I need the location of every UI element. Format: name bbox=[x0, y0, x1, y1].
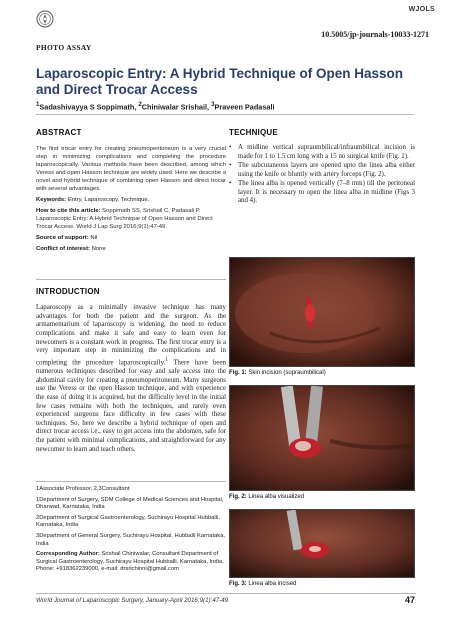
technique-section bbox=[229, 128, 415, 206]
affiliation-line: 2Department of Surgical Gastroenterology, Suchirayu Hospital Hubballi, Karnataka, India bbox=[36, 514, 220, 529]
affiliation-line: 1Department of Surgery, SDM College of Medical Sciences and Hospital, Dharwad, Karnataka, India bbox=[36, 496, 224, 511]
coi-text: None bbox=[91, 246, 106, 252]
abstract-body: The first trocar entry for creating pneumoperitoneum is a very crucial step in minimizing complications and completing the procedure laparoscopically. Various methods have been described, among which Veress and open Hasson technique are widely used. Here we describe a novel and hybrid technique of combining open Hasson and direct trocar with several advantages. bbox=[36, 146, 226, 192]
introduction-body bbox=[36, 304, 226, 454]
author-sup: 1 bbox=[36, 101, 40, 108]
figure-label: Fig. 2: bbox=[229, 494, 247, 500]
support-text: Nil bbox=[90, 235, 98, 241]
abstract-section bbox=[36, 128, 226, 253]
figure-3-caption bbox=[229, 581, 296, 587]
technique-heading: TECHNIQUE bbox=[229, 128, 278, 137]
divider bbox=[36, 114, 414, 115]
author-sup: 3 bbox=[211, 101, 215, 108]
citation bbox=[36, 207, 226, 231]
publisher-logo bbox=[36, 10, 54, 28]
footer-divider bbox=[36, 593, 416, 594]
bullet: • bbox=[229, 161, 232, 169]
source-of-support bbox=[36, 234, 226, 242]
figure-caption-text: Skin incision (supraumbilical) bbox=[248, 370, 326, 376]
author-name: Sadashivayya S Soppimath bbox=[39, 102, 135, 112]
keywords bbox=[36, 196, 226, 204]
figure-caption-text: Linea alba incised bbox=[248, 581, 297, 587]
affiliation-line: 3Department of General Surgery, Suchirayu Hospital, Hubballi Karnataka, India bbox=[36, 532, 226, 547]
technique-step bbox=[229, 180, 415, 206]
journal-code: WJOLS bbox=[408, 6, 435, 13]
article-type: PHOTO ASSAY bbox=[36, 43, 92, 52]
technique-step-text: The subcutaneous layers are opened upto the linea alba either using the knife or bluntly with artery forceps (Fig. 2). bbox=[238, 161, 415, 178]
reference-marker: 1 bbox=[165, 356, 169, 363]
figure-caption-text: Linea alba visualized bbox=[248, 494, 305, 500]
footer-journal: World Journal of Laparoscopic Surgery, January-April 2016;9(1):47-49 bbox=[36, 597, 229, 604]
abstract-heading: ABSTRACT bbox=[36, 128, 82, 137]
doi: 10.5005/jp-journals-10033-1271 bbox=[321, 30, 429, 39]
figure-1-caption bbox=[229, 370, 326, 376]
figure-1-image bbox=[229, 257, 415, 367]
conflict-of-interest bbox=[36, 245, 226, 253]
bullet: • bbox=[229, 144, 232, 151]
introduction-heading: INTRODUCTION bbox=[36, 287, 100, 296]
author-name: Praveen Padasali bbox=[214, 102, 275, 112]
author-name: Chiniwalar Srishail bbox=[141, 102, 208, 112]
affiliations bbox=[36, 481, 226, 574]
figure-2-caption bbox=[229, 494, 304, 500]
keywords-label: Keywords: bbox=[36, 197, 67, 203]
figure-label: Fig. 3: bbox=[229, 581, 247, 587]
technique-step bbox=[229, 144, 415, 161]
citation-label: How to cite this article: bbox=[36, 208, 101, 214]
page-number: 47 bbox=[404, 595, 415, 605]
technique-step-text: The linea alba is opened vertically (7–8 mm) till the peritoneal layer. It is necessary to open the linea alba in midline (Figs 3 and 4). bbox=[238, 179, 415, 205]
affiliation-line: 1Associate Professor, 2,3Consultant bbox=[36, 486, 130, 492]
figure-label: Fig. 1: bbox=[229, 370, 247, 376]
author-list: $^1$Sadashivayya S Soppimath, $^2$Chiniwalar Srishail, $^3$Praveen Padasali bbox=[36, 101, 275, 112]
divider bbox=[36, 279, 226, 280]
introduction-text: There have been numerous techniques described for easy and safe access into the abdominal cavity for creating a pneumoperitoneum. Many surgeons use the Veress or the open Hasson technique, and with experience the ease of doing it is acquired, but the difficulty level in the initial few cases remains with both the techniques, and rarely even experienced surgeons face difficulty in few cases with these techniques. So, here we describe a hybrid technique of open and direct trocar access i.e., easy to get access into the abdomen, safe for the patient with minimal complications, and straightforward for any newcomer to learn and teach others. bbox=[36, 359, 226, 453]
introduction-section bbox=[36, 287, 226, 454]
technique-step-text: A midline vertical supraumbilical/infraumbilical incision is made for 1 to 1.5 cm long with a 15 no surgical knife (Fig. 1). bbox=[238, 144, 415, 160]
technique-steps bbox=[229, 144, 415, 206]
coi-label: Conflict of interest: bbox=[36, 246, 90, 252]
corresponding-author bbox=[36, 551, 226, 574]
figure-3-image bbox=[229, 509, 415, 578]
keywords-text: Entry, Laparoscopy, Technique. bbox=[67, 197, 150, 203]
introduction-text: Laparoscopy as a minimally invasive technique has many advantages for both the patient and the surgeon. As the armamentarium of laparoscopy is widening, the need to reduce complications and make it safe and easy to learn even for newcomers is a constant work in progress. The first trocar entry is a very important step in minimizing the complications and in completing the procedure laparoscopically. bbox=[36, 304, 226, 367]
citation-text: Soppimath SS, Srishail C, Padasali P. Laparoscopic Entry: A Hybrid Technique of Open Hasson and Direct Trocar Access. World J Lap Surg 2016;9(1):47-49. bbox=[36, 208, 213, 230]
author-sup: 2 bbox=[138, 101, 142, 108]
bullet: • bbox=[229, 179, 232, 187]
article-title: Laparoscopic Entry: A Hybrid Technique of Open Hasson and Direct Trocar Access bbox=[36, 66, 404, 97]
corr-text: Srishail Chiniwalar, Consultant Department of Surgical Gastroenterology, Suchirayu Hospital Hubballi, Karnataka, India, Phone: +918362239000, e-mail: drsrichinni@gmail.com bbox=[36, 551, 224, 573]
corr-label: Corresponding Author: bbox=[36, 551, 100, 558]
support-label: Source of support: bbox=[36, 235, 89, 241]
figure-2-image bbox=[229, 385, 415, 491]
technique-step bbox=[229, 162, 415, 179]
